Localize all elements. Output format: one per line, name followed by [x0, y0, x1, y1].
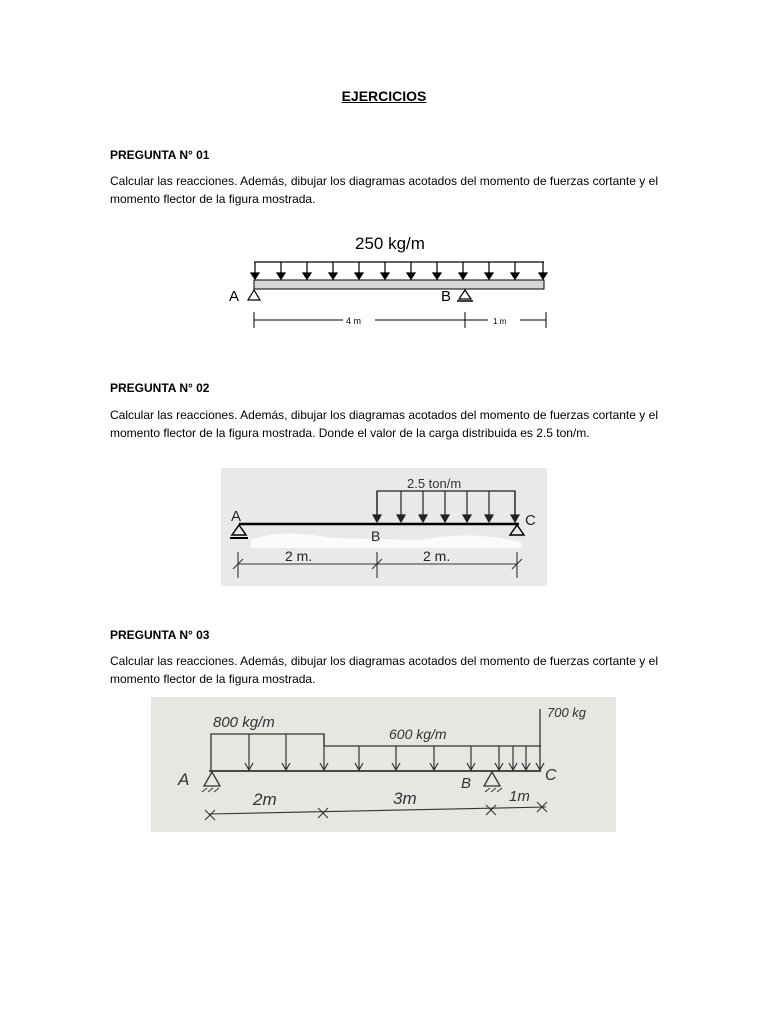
q2-span-1: 2 m.	[285, 548, 313, 564]
q2-support-c	[510, 525, 524, 535]
q2-label-b: B	[371, 528, 381, 544]
q3-support-b	[484, 772, 500, 786]
q2-load-label: 2.5 ton/m	[407, 476, 462, 491]
q1-label-a: A	[229, 288, 240, 305]
q3-load-outline	[211, 734, 541, 770]
q2-load-outline	[377, 491, 515, 516]
q3-load-2-label: 600 kg/m	[389, 726, 447, 742]
question-2-text: Calcular las reacciones. Además, dibujar los diagramas acotados del momento de fuerzas cortante y el momento flector de la figura mostrada. Donde el valor de la carga distribuida es 2.5 ton/m.	[110, 408, 658, 440]
q1-label-b: B	[441, 288, 452, 305]
q3-span-3: 1m	[509, 788, 530, 805]
question-3-figure	[151, 697, 616, 832]
question-1-heading: PREGUNTA N° 01	[110, 148, 210, 162]
q3-support-a	[204, 772, 220, 786]
q1-roller-support-b	[459, 290, 471, 299]
q2-load-arrows	[373, 491, 519, 522]
question-2-heading: PREGUNTA N° 02	[110, 381, 210, 395]
question-3-heading: PREGUNTA N° 03	[110, 628, 210, 642]
q2-span-2: 2 m.	[423, 548, 451, 564]
q1-load-arrows	[251, 262, 547, 279]
q3-label-c: C	[545, 767, 557, 784]
q2-dimension-line	[233, 552, 522, 578]
q2-background-shading	[251, 533, 521, 548]
q3-span-2: 3m	[393, 789, 417, 808]
q3-support-b-hatch	[485, 788, 502, 792]
q3-load-arrows	[245, 734, 530, 770]
q3-span-1: 2m	[253, 790, 277, 809]
q1-beam	[254, 280, 544, 289]
q3-label-a: A	[178, 770, 190, 789]
q1-span-2: 1 m	[493, 317, 507, 326]
question-1-text: Calcular las reacciones. Además, dibujar los diagramas acotados del momento de fuerzas cortante y el momento flector de la figura mostrada.	[110, 174, 658, 206]
q1-span-1: 4 m	[346, 316, 362, 326]
q3-support-a-hatch	[202, 788, 219, 792]
q3-load-1-label: 800 kg/m	[213, 714, 275, 731]
question-2-figure	[221, 468, 547, 586]
page-title: EJERCICIOS	[341, 88, 427, 104]
q3-point-load-label: 700 kg	[547, 705, 587, 720]
q3-label-b: B	[461, 775, 472, 792]
q2-label-a: A	[231, 508, 242, 525]
q2-label-c: C	[525, 512, 536, 529]
q1-load-label: 250 kg/m	[355, 234, 425, 253]
q2-support-a	[232, 525, 246, 535]
question-3-text: Calcular las reacciones. Además, dibujar los diagramas acotados del momento de fuerzas cortante y el momento flector de la figura mostrada.	[110, 654, 658, 686]
question-1-figure	[225, 228, 560, 338]
q1-pin-support-a	[248, 290, 260, 300]
